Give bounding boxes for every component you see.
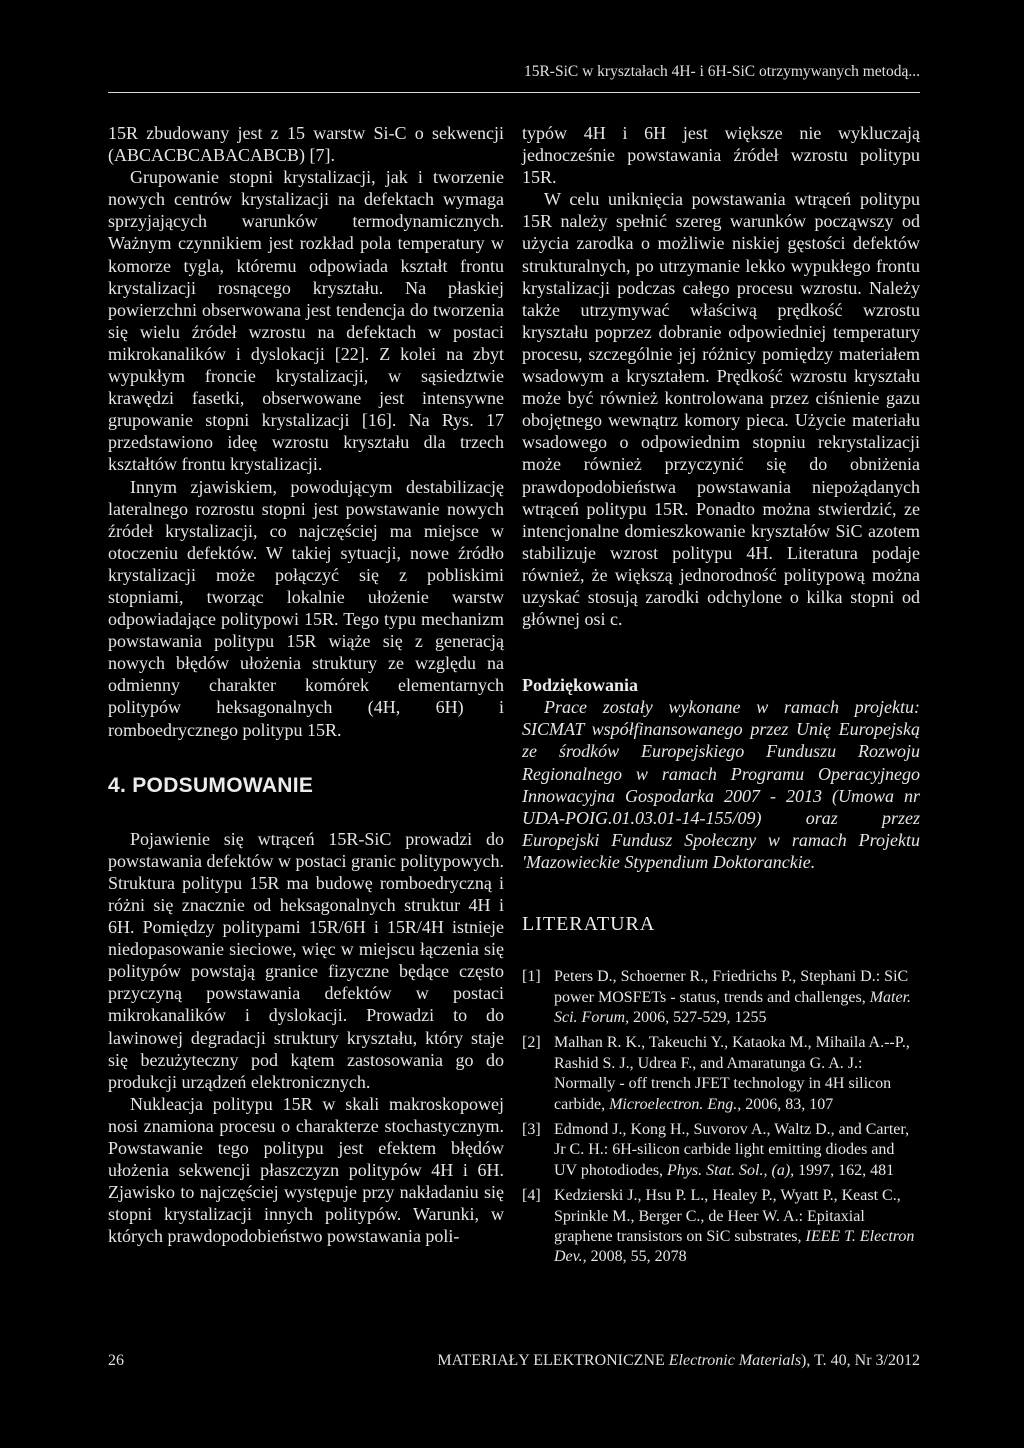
journal-issue: ), T. 40, Nr 3/2012: [801, 1352, 920, 1369]
left-column: [108, 122, 504, 1248]
journal-name: MATERIAŁY ELEKTRONICZNE: [437, 1352, 665, 1369]
reference-journal: Mater. Sci. Forum,: [554, 988, 912, 1026]
paragraph: typów 4H i 6H jest większe nie wykluczają jednocześnie powstawania źródeł wzrostu politypu 15R.: [522, 123, 920, 188]
reference-journal: Microelectron. Eng.,: [609, 1095, 742, 1113]
reference-number: [2]: [522, 1034, 541, 1052]
reference-journal: IEEE T. Electron Dev.,: [554, 1227, 915, 1266]
reference-number: [3]: [522, 1120, 541, 1138]
reference-tail: 2006, 83, 107: [741, 1095, 834, 1113]
journal-citation: [437, 1352, 920, 1370]
paragraph: Pojawienie się wtrąceń 15R-SiC prowadzi do powstawania defektów w postaci granic politypowych. Struktura politypu 15R ma budowę romboedryczną i różni się znacznie od heksagonalnych struktur 4H i 6H. Pomiędzy politypami 15R/6H i 15R/4H istnieje niedopasowanie sieciowe, więc w miejscu łączenia się politypów powstają granice fizyczne będące często przyczyną powstawania defektów w postaci mikrokanalików i dyslokacji. Prowadzi to do lawinowej degradacji struktury kryształu, który staje się bezużyteczny pod kątem zastosowania go do produkcji urządzeń elektronicznych.: [108, 828, 504, 1092]
reference-tail: 2008, 55, 2078: [586, 1248, 687, 1266]
reference-body: [554, 1120, 920, 1181]
acknowledgments-text: Prace zostały wykonane w ramach projektu: SICMAT współfinansowanego przez Unię Europejską ze środków Europejskiego Funduszu Rozwoju Regionalnego w ramach Programu Operacyjnego Innowacyjna Gospodarka 2007 - 2013 (Umowa nr UDA-POIG.01.03.01-14-155/09) oraz przez Europejski Fundusz Społeczny w ramach Projektu 'Mazowieckie Stypendium Doktoranckie.: [522, 697, 920, 872]
reference-number: [1]: [522, 968, 541, 986]
page-number: 26: [108, 1352, 124, 1369]
reference-body: [554, 1186, 920, 1268]
reference-journal: Phys. Stat. Sol., (a),: [667, 1161, 795, 1179]
reference-body: [554, 967, 920, 1028]
reference-item: [522, 1033, 920, 1115]
reference-body: [554, 1033, 920, 1115]
reference-item: [522, 967, 920, 1028]
journal-name-en: Electronic Materials: [668, 1352, 802, 1369]
paragraph: 15R zbudowany jest z 15 warstw Si-C o sekwencji (ABCACBCABACABCB) [7].: [108, 123, 504, 166]
right-column: [522, 122, 920, 1273]
reference-text: Edmond J., Kong H., Suvorov A., Waltz D., and Carter, Jr C. H.: 6H-silicon carbide light emitting diodes and UV photodiodes,: [554, 1120, 910, 1179]
section-heading: 4. PODSUMOWANIE: [108, 773, 314, 797]
acknowledgments-title: Podziękowania: [522, 675, 639, 696]
reference-item: [522, 1120, 920, 1181]
paragraph: Innym zjawiskiem, powodującym destabilizację lateralnego rozrostu stopni jest powstawanie nowych źródeł krystalizacji, co najczęściej ma miejsce w otoczeniu defektów. W takiej sytuacji, nowe źródło krystalizacji może połączyć się z pobliskimi stopniami, tworząc lokalnie ułożenie warstw odpowiadające politypowi 15R. Tego typu mechanizm powstawania politypu 15R wiąże się z generacją nowych błędów ułożenia struktury ze względu na odmienny charakter komórek elementarnych politypów heksagonalnych (4H, 6H) i romboedrycznego politypu 15R.: [108, 476, 504, 740]
literature-title: LITERATURA: [522, 913, 656, 935]
running-title: 15R-SiC w kryształach 4H- i 6H-SiC otrzymywanych metodą...: [523, 63, 920, 80]
paragraph: Grupowanie stopni krystalizacji, jak i tworzenie nowych centrów krystalizacji na defektach wymaga sprzyjających warunków termodynamicznych. Ważnym czynnikiem jest rozkład pola temperatury w komorze tygla, któremu odpowiada kształt frontu krystalizacji rosnącego kryształu. Na płaskiej powierzchni obserwowana jest tendencja do tworzenia się wielu źródeł wzrostu na defektach w postaci mikrokanalików i dyslokacji [22]. Z kolei na zbyt wypukłym froncie krystalizacji, w sąsiedztwie krawędzi fasetki, obserwowane jest intensywne grupowanie stopni krystalizacji [16]. Na Rys. 17 przedstawiono ideę wzrostu kryształu dla trzech kształtów frontu krystalizacji.: [108, 167, 504, 475]
reference-text: Peters D., Schoerner R., Friedrichs P., Stephani D.: SiC power MOSFETs - status, trends and challenges,: [554, 968, 909, 1006]
reference-tail: 1997, 162, 481: [794, 1161, 895, 1179]
reference-tail: 2006, 527-529, 1255: [629, 1008, 767, 1026]
reference-text: Kedzierski J., Hsu P. L., Healey P., Wyatt P., Keast C., Sprinkle M., Berger C., de Heer W. A.: Epitaxial graphene transistors on SiC substrates,: [554, 1187, 901, 1245]
paragraph: W celu uniknięcia powstawania wtrąceń politypu 15R należy spełnić szereg warunków począwszy od użycia zarodka o możliwie niskiej gęstości defektów strukturalnych, po utrzymanie lekko wypukłego frontu krystalizacji podczas całego procesu wzrostu. Należy także utrzymywać właściwą prędkość wzrostu kryształu poprzez dobranie odpowiedniej temperatury procesu, szczególnie jej różnicy pomiędzy materiałem wsadowym a kryształem. Prędkość wzrostu kryształu może być również kontrolowana przez ciśnienie gazu obojętnego wewnątrz komory pieca. Użycie materiału wsadowego o odpowiednim stopniu rekrystalizacji może również przyczynić się do obniżenia prawdopodobieństwa powstawania niepożądanych wtrąceń politypu 15R. Ponadto można stwierdzić, ze intencjonalne domieszkowanie kryształów SiC azotem stabilizuje wzrost politypu 4H. Literatura podaje również, że większą jednorodność politypową można uzyskać stosują zarodki odchylone o kilka stopni od głównej osi c.: [522, 189, 920, 630]
paragraph: Nukleacja politypu 15R w skali makroskopowej nosi znamiona procesu o charakterze stochastycznym. Powstawanie tego politypu jest efektem błędów ułożenia sekwencji płaszczyzn politypów 4H i 6H. Zjawisko to najczęściej występuje przy nakładaniu się stopni krystalizacji innych politypów. Warunki, w których prawdopodobieństwo powstawania poli-: [108, 1093, 504, 1247]
reference-number: [4]: [522, 1187, 541, 1205]
header-rule: [108, 92, 920, 93]
reference-text: Malhan R. K., Takeuchi Y., Kataoka M., Mihaila A.--P., Rashid S. J., Udrea F., and Amaratunga G. A. J.: Normally - off trench JFET technology in 4H silicon carbide,: [554, 1034, 910, 1113]
reference-item: [522, 1186, 920, 1268]
